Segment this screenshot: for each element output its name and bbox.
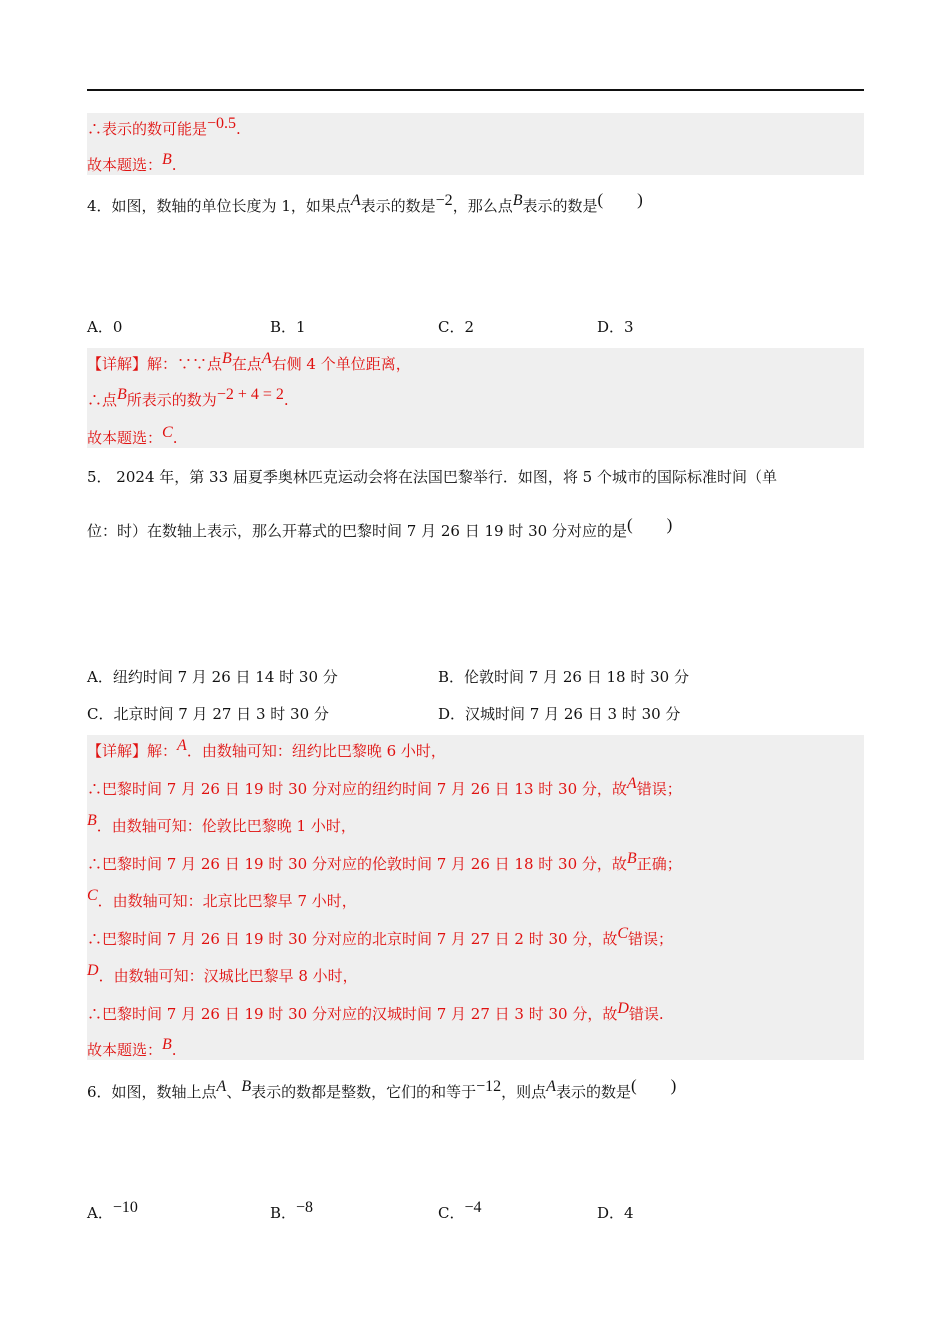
q5-sol-var-a: A	[177, 737, 187, 754]
q5-sol-var-d: D	[87, 962, 99, 979]
q6-value: −12	[476, 1078, 502, 1095]
q5-solution-box	[87, 735, 864, 1060]
q5-option-a: A．纽约时间 7 月 26 日 14 时 30 分	[87, 668, 338, 686]
q4-sol-text-c: 右侧 4 个单位距离，	[271, 355, 411, 373]
q6-option-b	[270, 1199, 314, 1224]
q4-sol-tag: 【详解】	[87, 355, 148, 373]
q4-point-a: A	[350, 192, 361, 209]
q4-option-d: D．3	[597, 318, 634, 336]
q5-solution-line-5	[87, 887, 357, 912]
q6-option-c-label: C．	[438, 1204, 465, 1222]
q6-stem-text-a: 6．如图，数轴上点	[87, 1083, 217, 1101]
q5-solution-line-3	[87, 812, 356, 837]
q5-sol-text: ．由数轴可知：北京比巴黎早 7 小时，	[97, 892, 357, 910]
q5-solution-line-1	[87, 737, 446, 762]
q6-option-a-value: −10	[112, 1199, 138, 1216]
q6-option-b-label: B．	[270, 1204, 297, 1222]
q5-option-d: D．汉城时间 7 月 26 日 3 时 30 分	[438, 705, 681, 723]
q3-solution-box	[87, 113, 864, 175]
q5-paren-close: )	[666, 515, 673, 534]
q5-sol-text: 错误；	[628, 930, 674, 948]
q4-solution-line-3	[87, 424, 178, 449]
q5-sol-var-d: D	[617, 1000, 629, 1017]
q4-solution-line-1	[87, 350, 411, 375]
q5-option-c: C．北京时间 7 月 27 日 3 时 30 分	[87, 705, 329, 723]
q3-sol-answer: B	[162, 151, 172, 168]
q5-solution-line-7	[87, 962, 358, 987]
q4-sol-answer: C	[162, 424, 173, 441]
q4-point-b: B	[512, 192, 523, 209]
q4-sol-answer-label: 故本题选：	[87, 429, 163, 447]
q6-point-a: A	[216, 1078, 227, 1095]
q5-sol-text: ∴巴黎时间 7 月 26 日 19 时 30 分对应的纽约时间 7 月 26 日 13 时 30 分，故	[87, 780, 627, 798]
q4-sol-text-b: 在点	[231, 355, 262, 373]
q4-solution-box	[87, 348, 864, 448]
q4-sol2-period: .	[283, 391, 289, 409]
header-rule	[87, 89, 864, 91]
q4-solution-line-2	[87, 386, 289, 411]
q5-sol-text: 错误.	[628, 1005, 664, 1023]
q6-point-b: B	[241, 1078, 252, 1095]
q5-sol-text: ．由数轴可知：纽约比巴黎晚 6 小时，	[186, 742, 446, 760]
q5-sol-text: 正确；	[636, 855, 682, 873]
q6-separator: 、	[226, 1083, 242, 1101]
q5-sol-text: ∴巴黎时间 7 月 26 日 19 时 30 分对应的伦敦时间 7 月 26 日 18 时 30 分，故	[87, 855, 627, 873]
q5-sol-var-b: B	[626, 850, 637, 867]
q5-stem-text: 位：时）在数轴上表示，那么开幕式的巴黎时间 7 月 26 日 19 时 30 分对应的是	[87, 522, 627, 540]
q6-stem-text-b: 表示的数都是整数，它们的和等于	[251, 1083, 477, 1101]
q4-sol-point-b: B	[222, 350, 232, 367]
q5-stem-line-2	[87, 515, 673, 541]
q4-sol-answer-period: .	[172, 429, 178, 447]
q5-sol-text: 解：	[147, 742, 178, 760]
q4-stem	[87, 190, 643, 217]
q5-sol-text: ．由数轴可知：汉城比巴黎早 8 小时，	[98, 967, 358, 985]
q5-sol-tag: 【详解】	[87, 742, 148, 760]
q5-sol-text: ．由数轴可知：伦敦比巴黎晚 1 小时，	[96, 817, 356, 835]
q5-sol-var-b: B	[87, 812, 97, 829]
q4-value: −2	[435, 192, 453, 209]
q6-stem-text-d: 表示的数是	[555, 1083, 631, 1101]
q4-option-a: A．0	[87, 318, 123, 336]
q5-sol-answer-period: .	[171, 1041, 177, 1059]
q4-sol2-expression: −2 + 4 = 2	[216, 386, 284, 403]
q5-sol-var-a: A	[626, 775, 637, 792]
q6-option-c	[438, 1199, 482, 1224]
q4-sol2-text-b: 所表示的数为	[126, 391, 217, 409]
q6-stem	[87, 1076, 677, 1103]
q6-option-d: D．4	[597, 1204, 634, 1222]
q4-sol-text-a: 解：∵∵点	[147, 355, 223, 373]
q4-paren-close: )	[637, 190, 643, 209]
q3-solution-line-1	[87, 115, 241, 140]
q5-sol-text: ∴巴黎时间 7 月 26 日 19 时 30 分对应的汉城时间 7 月 27 日 3 时 30 分，故	[87, 1005, 618, 1023]
q6-paren-close: )	[670, 1076, 677, 1095]
q6-option-c-value: −4	[464, 1199, 482, 1216]
q5-paren-open: (	[626, 515, 633, 534]
q5-stem-line-1: 5． 2024 年，第 33 届夏季奥林匹克运动会将在法国巴黎举行．如图，将 5 个城市的国际标准时间（单	[87, 468, 777, 486]
q6-option-a-label: A．	[87, 1204, 113, 1222]
q5-option-b: B．伦敦时间 7 月 26 日 18 时 30 分	[438, 668, 689, 686]
q5-sol-var-c: C	[87, 887, 98, 904]
q3-sol-answer-period: .	[171, 156, 177, 174]
q4-stem-text-a: 4．如图，数轴的单位长度为 1，如果点	[87, 197, 351, 215]
q4-paren-open: (	[597, 190, 604, 209]
q5-solution-line-8	[87, 1000, 664, 1025]
q5-sol-text: 错误；	[636, 780, 682, 798]
q5-solution-line-2	[87, 775, 682, 800]
q5-solution-line-9	[87, 1036, 177, 1061]
q4-stem-text-c: ，那么点	[452, 197, 513, 215]
q5-sol-var-c: C	[617, 925, 629, 942]
q5-sol-answer: B	[162, 1036, 172, 1053]
q6-paren-open: (	[630, 1076, 637, 1095]
q5-solution-line-6	[87, 925, 674, 950]
q6-stem-text-c: ，则点	[501, 1083, 547, 1101]
q4-option-b: B．1	[270, 318, 306, 336]
q3-sol-period: .	[236, 120, 241, 138]
q5-sol-text: ∴巴黎时间 7 月 26 日 19 时 30 分对应的北京时间 7 月 27 日 2 时 30 分，故	[87, 930, 618, 948]
q4-sol2-point: B	[117, 386, 127, 403]
q6-option-b-value: −8	[296, 1199, 314, 1216]
q5-solution-line-4	[87, 850, 682, 875]
q4-stem-text-d: 表示的数是	[522, 197, 598, 215]
q4-sol-point-a: A	[261, 350, 272, 367]
q6-point-a-again: A	[546, 1078, 556, 1095]
q5-sol-answer-label: 故本题选：	[87, 1041, 163, 1059]
q3-sol-text: ∴表示的数可能是	[87, 120, 208, 138]
q4-option-c: C．2	[438, 318, 475, 336]
q6-option-a	[87, 1199, 138, 1224]
q3-sol-value: −0.5	[207, 115, 237, 132]
q4-sol2-text-a: ∴点	[87, 391, 118, 409]
q3-sol-answer-label: 故本题选：	[87, 156, 163, 174]
q3-solution-line-2	[87, 151, 177, 176]
q4-stem-text-b: 表示的数是	[360, 197, 436, 215]
